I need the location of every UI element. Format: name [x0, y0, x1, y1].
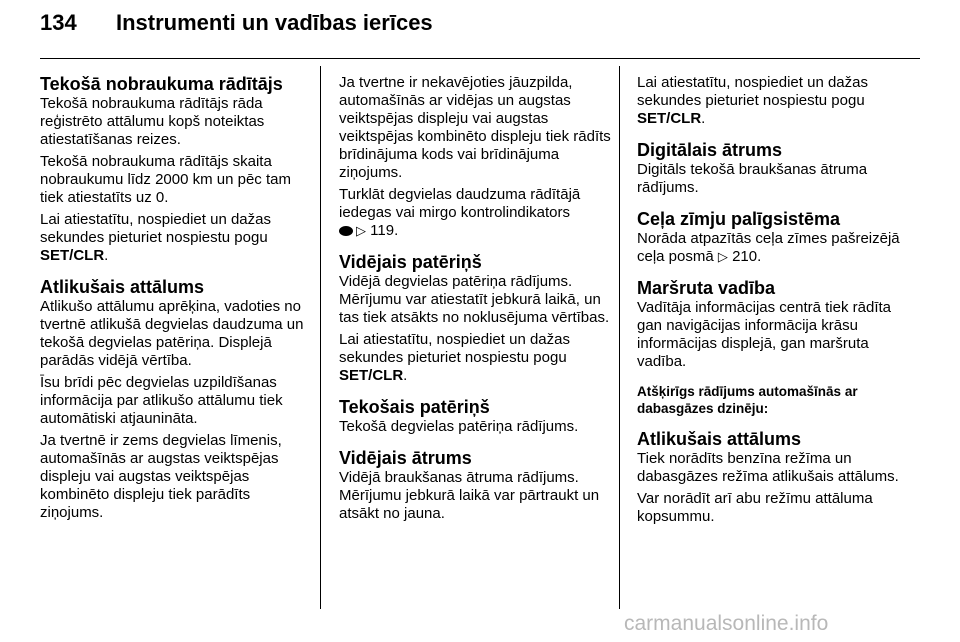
column-divider	[320, 66, 321, 609]
page-header	[40, 8, 920, 48]
section-title: Atlikušais attālums	[637, 429, 802, 449]
paragraph: Var norādīt arī abu režīmu attāluma kopsummu.	[637, 490, 873, 525]
paragraph: Vidējā degvielas patēriņa rādījums. Mērījumu var atiestatīt jebkurā laikā, un tas tiek atsākts no noklusējuma vērtības.	[339, 273, 610, 326]
watermark: carmanualsonline.info	[624, 612, 829, 635]
paragraph: Tekošā degvielas patēriņa rādījums.	[339, 418, 579, 435]
paragraph	[339, 186, 611, 240]
paragraph: Tekošā nobraukuma rādītājs rāda reģistrēto attālumu kopš noteiktas atiestatīšanas reizes.	[40, 95, 265, 148]
paragraph: Tekošā nobraukuma rādītājs skaita nobraukumu līdz 2000 km un pēc tam tiek atiestatīts uz 0.	[40, 153, 291, 206]
paragraph-text: Norāda atpazītās ceļa zīmes pašreizējā ceļa posmā	[637, 230, 900, 265]
section-title: Atlikušais attālums	[40, 277, 205, 297]
subsection-title: Atšķirīgs rādījums automašīnās ar dabasgāzes dzinēju:	[637, 384, 858, 416]
paragraph	[637, 230, 909, 266]
paragraph-text: Lai atiestatītu, nospiediet un dažas sekundes pieturiet nospiestu pogu	[339, 331, 570, 366]
header-rule	[40, 58, 920, 59]
punctuation: .	[104, 247, 109, 264]
paragraph: Vidējā braukšanas ātruma rādījums. Mērījumu jebkurā laikā var pārtraukt un atsākt no jauna.	[339, 469, 600, 522]
paragraph-text: Turklāt degvielas daudzuma rādītājā iedegas vai mirgo kontrolindikators	[339, 186, 581, 221]
paragraph: Ja tvertne ir nekavējoties jāuzpilda, automašīnās ar vidējas un augstas veiktspējas displeju vai augstas veiktspējas kombinēto displeju tiek rādīts brīdinājuma kods vai brīdinājuma ziņojums.	[339, 74, 611, 181]
button-name: SET/CLR	[339, 367, 404, 384]
page-reference: 119.	[370, 222, 399, 239]
arrow-right-icon: ▷	[356, 223, 366, 238]
button-name: SET/CLR	[40, 247, 105, 264]
arrow-right-icon: ▷	[717, 249, 728, 264]
paragraph: Digitāls tekošā braukšanas ātruma rādījums.	[637, 161, 868, 196]
section-title: Maršruta vadība	[637, 278, 776, 298]
paragraph: Tiek norādīts benzīna režīma un dabasgāzes režīma atlikušais attālums.	[637, 450, 899, 485]
column-3	[637, 66, 909, 530]
paragraph	[339, 331, 611, 385]
button-name: SET/CLR	[637, 110, 702, 127]
section-title: Tekošā nobraukuma rādītājs	[40, 74, 283, 94]
punctuation: .	[403, 367, 408, 384]
indicator-dot-icon	[339, 226, 353, 236]
paragraph: Ja tvertnē ir zems degvielas līmenis, automašīnās ar augstas veiktspējas displeju vai augstas veiktspējas kombinēto displeju tiek parādīts ziņojums.	[40, 432, 282, 521]
page-reference: 210.	[732, 248, 762, 265]
column-1	[40, 66, 312, 526]
punctuation: .	[701, 110, 706, 127]
paragraph: Vadītāja informācijas centrā tiek rādīta gan navigācijas informācija krāsu informācijas displejā, gan maršruta vadība.	[637, 299, 892, 370]
section-title: Ceļa zīmju palīgsistēma	[637, 209, 841, 229]
paragraph: Atlikušo attālumu aprēķina, vadoties no tvertnē atlikušā degvielas daudzuma un tekošā degvielas patēriņa. Displejā parādās vidējā vērtība.	[40, 298, 304, 369]
column-2	[339, 66, 611, 527]
section-title: Vidējais ātrums	[339, 448, 472, 468]
paragraph	[637, 74, 909, 128]
chapter-title: Instrumenti un vadības ierīces	[116, 10, 433, 35]
section-title: Digitālais ātrums	[637, 140, 783, 160]
paragraph-text: Lai atiestatītu, nospiediet un dažas sekundes pieturiet nospiestu pogu	[40, 211, 271, 246]
paragraph: Īsu brīdi pēc degvielas uzpildīšanas informācija par atlikušo attālumu tiek automātiski atjaunināta.	[40, 374, 283, 427]
paragraph	[40, 211, 312, 265]
column-divider	[619, 66, 620, 609]
section-title: Tekošais patēriņš	[339, 397, 490, 417]
paragraph-text: Lai atiestatītu, nospiediet un dažas sekundes pieturiet nospiestu pogu	[637, 74, 868, 109]
section-title: Vidējais patēriņš	[339, 252, 482, 272]
page-number: 134	[40, 10, 77, 35]
